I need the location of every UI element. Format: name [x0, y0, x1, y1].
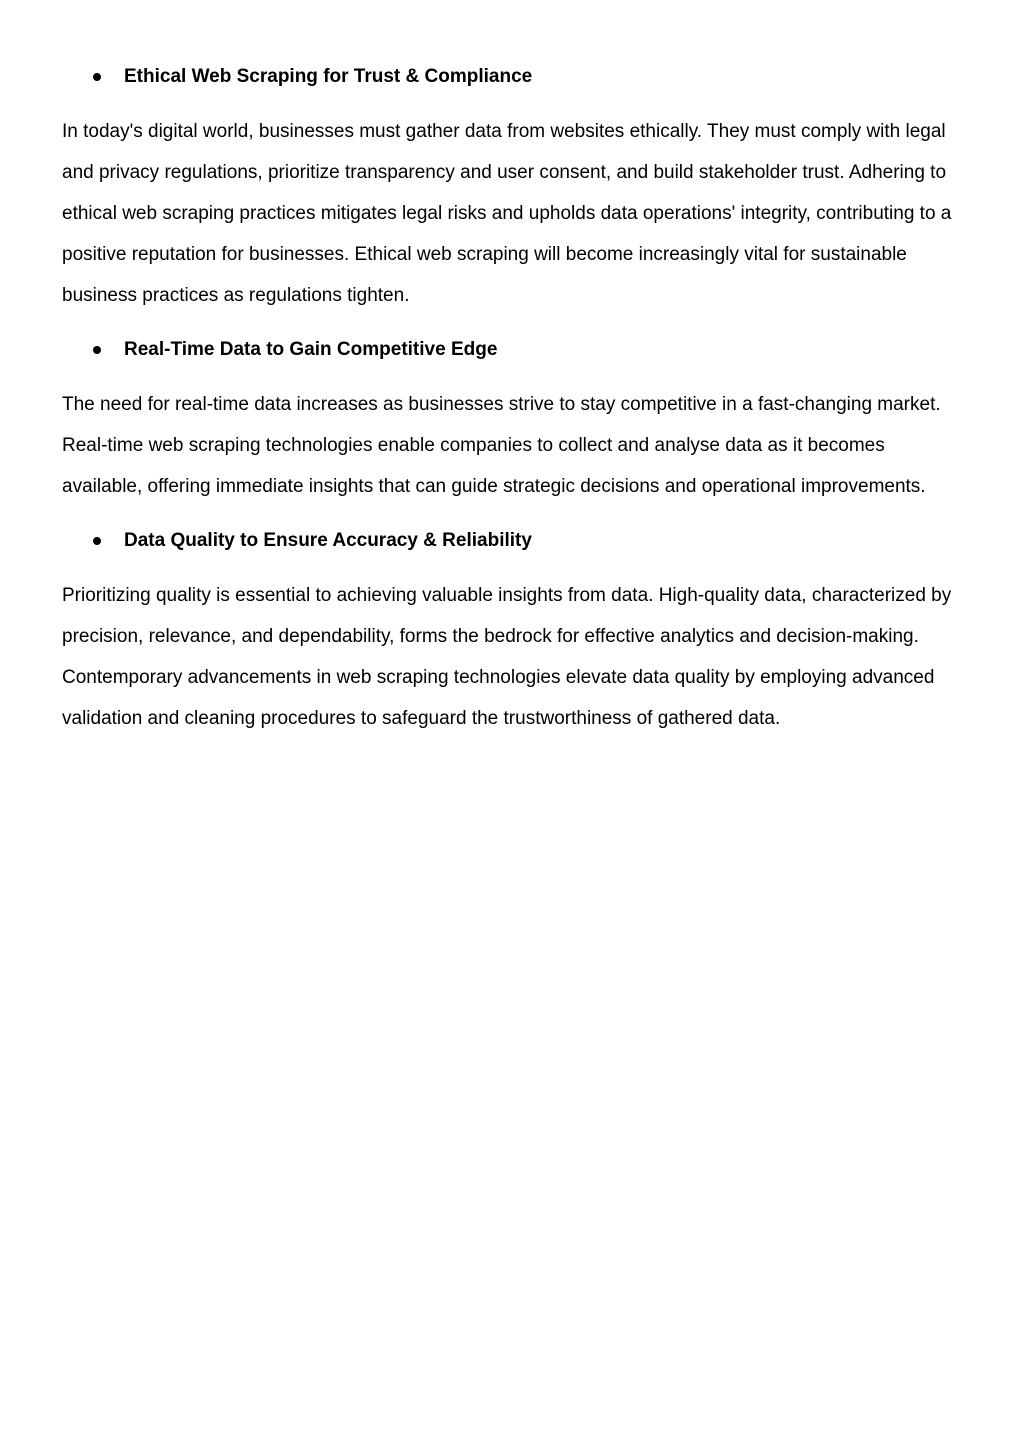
section-real-time-data [62, 329, 957, 507]
bullet-icon [93, 346, 101, 354]
section-heading: Real-Time Data to Gain Competitive Edge [124, 339, 498, 360]
bullet-item [93, 520, 957, 562]
bullet-item [93, 329, 957, 371]
section-ethical-scraping [62, 56, 957, 316]
bullet-icon [93, 73, 101, 81]
bullet-icon [93, 537, 101, 545]
section-data-quality [62, 520, 957, 739]
bullet-item [93, 56, 957, 98]
section-paragraph: Prioritizing quality is essential to achieving valuable insights from data. High-quality data, characterized by precision, relevance, and dependability, forms the bedrock for effective analytics and decision-making. Contemporary advancements in web scraping technologies elevate data quality by employing advanced validation and cleaning procedures to safeguard the trustworthiness of gathered data. [62, 585, 952, 729]
section-heading: Ethical Web Scraping for Trust & Compliance [124, 66, 533, 87]
section-heading: Data Quality to Ensure Accuracy & Reliability [124, 530, 532, 551]
section-paragraph: In today's digital world, businesses must gather data from websites ethically. They must comply with legal and privacy regulations, prioritize transparency and user consent, and build stakeholder trust. Adhering to ethical web scraping practices mitigates legal risks and upholds data operations' integrity, contributing to a positive reputation for businesses. Ethical web scraping will become increasingly vital for sustainable business practices as regulations tighten. [62, 121, 952, 306]
document-content [62, 56, 957, 752]
section-paragraph: The need for real-time data increases as businesses strive to stay competitive in a fast-changing market. Real-time web scraping technologies enable companies to collect and analyse data as it becomes available, offering immediate insights that can guide strategic decisions and operational improvements. [62, 394, 941, 497]
